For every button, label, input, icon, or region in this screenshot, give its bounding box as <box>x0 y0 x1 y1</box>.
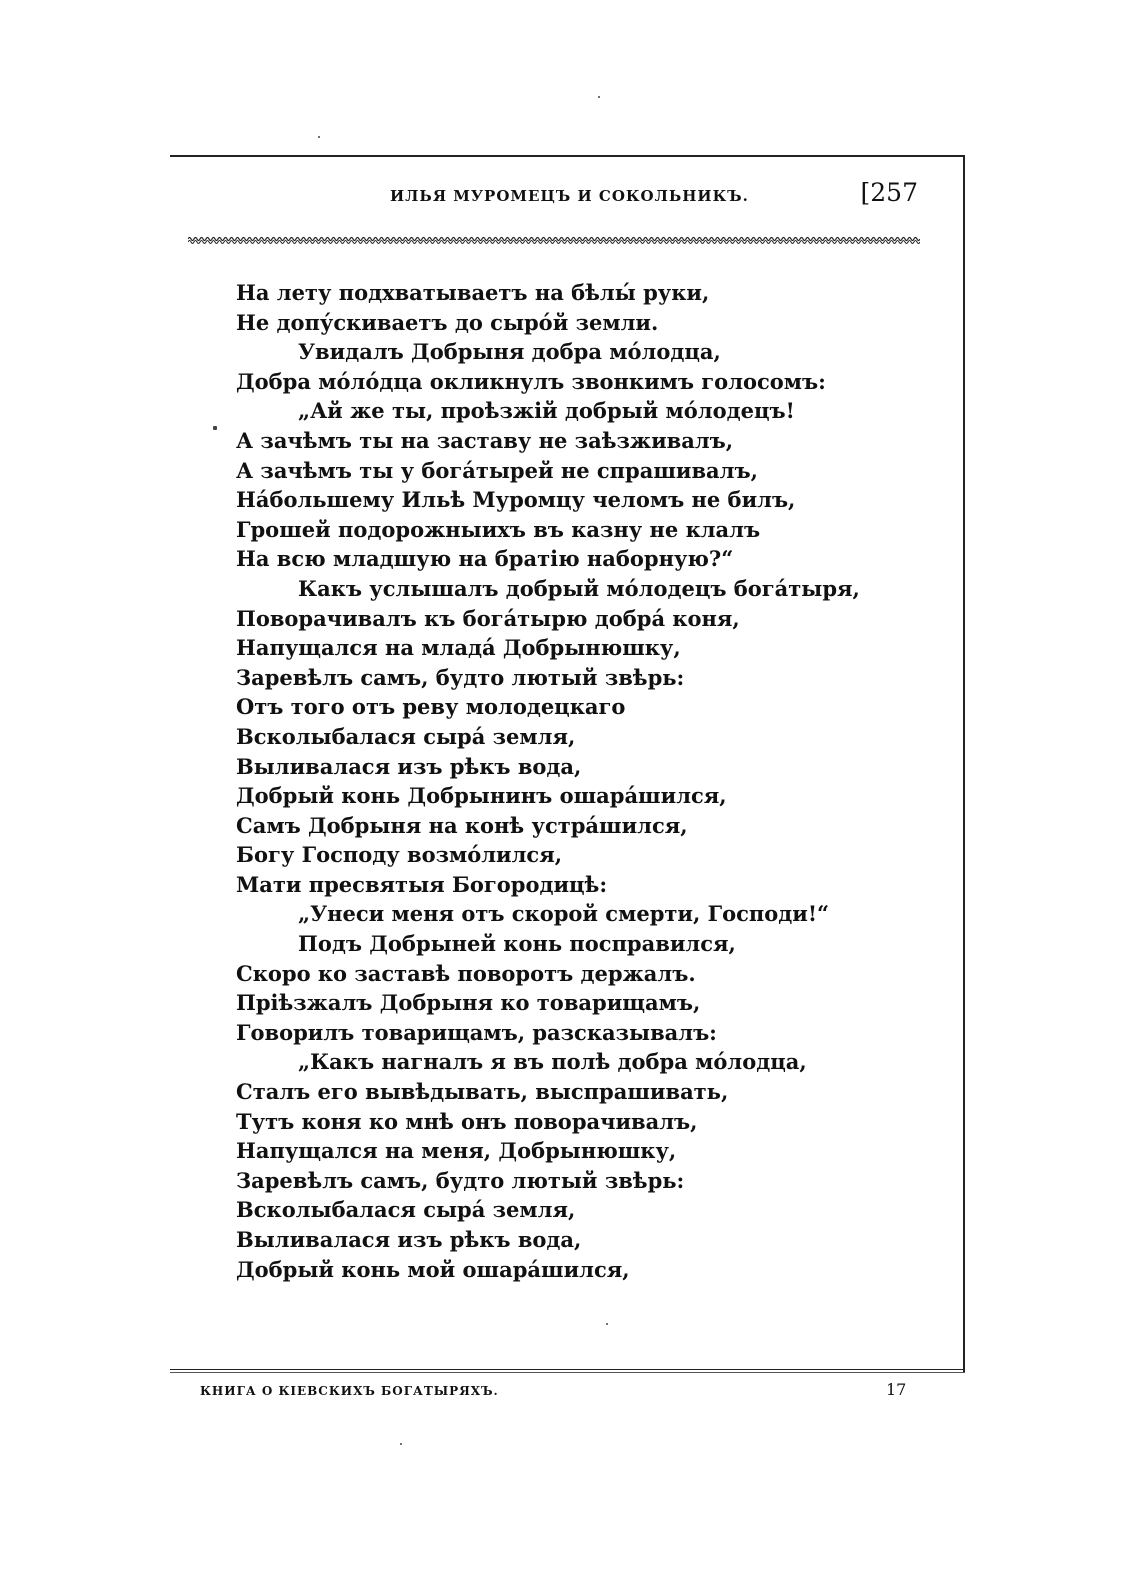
verse-line: „Какъ нагналъ я въ полѣ добра мо́лодца, <box>298 1049 807 1075</box>
footer-rule-secondary <box>170 1372 965 1373</box>
verse-line: „Ай же ты, проѣзжій добрый мо́лодецъ! <box>298 398 795 424</box>
running-title: ИЛЬЯ МУРОМЕЦЪ И СОКОЛЬНИКЪ. <box>390 187 749 205</box>
footer-rule <box>170 1369 965 1370</box>
verse-line: Поворачивалъ къ бога́тырю добра́ коня, <box>236 605 740 631</box>
verse-line: Скоро ко заставѣ поворотъ держалъ. <box>236 960 696 986</box>
verse-line: Самъ Добрыня на конѣ устра́шился, <box>236 812 688 838</box>
footer-signature: КНИГА О КІЕВСКИХЪ БОГАТЫРЯХЪ. <box>200 1384 499 1398</box>
verse-line: Тутъ коня ко мнѣ онъ поворачивалъ, <box>236 1108 698 1134</box>
verse-line: Добрый конь Добрынинъ ошара́шился, <box>236 783 727 809</box>
verse-line: Мати пресвятыя Богородицѣ: <box>236 871 608 897</box>
verse-line: Не допу́скиваетъ до сыро́й земли. <box>236 309 659 335</box>
verse-line: Добра мо́ло́дца окликнулъ звонкимъ голосомъ: <box>236 368 826 394</box>
footer-signature-number: 17 <box>886 1380 907 1399</box>
verse-line: Всколыбалася сыра́ земля, <box>236 723 576 749</box>
scan-speck <box>213 426 217 430</box>
verse-line: Всколыбалася сыра́ земля, <box>236 1197 576 1223</box>
verse-line: На лету подхватываетъ на бѣлы́ руки, <box>236 280 710 305</box>
verse-line: А зачѣмъ ты на заставу не заѣзживалъ, <box>236 427 734 453</box>
page-number: [257 <box>860 178 918 207</box>
scan-speck <box>598 96 600 98</box>
verse-text <box>236 278 916 1284</box>
verse-line: Грошей подорожныихъ въ казну не клалъ <box>236 516 761 542</box>
verse-line: Выливалася изъ рѣкъ вода, <box>236 1227 582 1252</box>
verse-line: Сталъ его вывѣдывать, выспрашивать, <box>236 1079 729 1105</box>
verse-line: Богу Господу возмо́лился, <box>236 842 563 868</box>
verse-line: Заревѣлъ самъ, будто лютый звѣрь: <box>236 664 685 690</box>
verse-line: Добрый конь мой ошара́шился, <box>236 1256 630 1282</box>
scan-speck <box>318 136 320 138</box>
verse-line: Какъ услышалъ добрый мо́лодецъ бога́тыря, <box>298 575 860 601</box>
verse-line: На́большему Ильѣ Муромцу челомъ не билъ, <box>236 487 796 513</box>
page-header <box>190 178 930 224</box>
verse-line: Пріѣзжалъ Добрыня ко товарищамъ, <box>236 990 701 1016</box>
verse-line: Говорилъ товарищамъ, разсказывалъ: <box>236 1019 717 1045</box>
verse-line: Увидалъ Добрыня добра мо́лодца, <box>298 339 721 365</box>
verse-line: А зачѣмъ ты у бога́тырей не спрашивалъ, <box>236 457 758 483</box>
wavy-rule-divider <box>188 234 920 246</box>
verse-line: Напущался на меня, Добрынюшку, <box>236 1138 677 1164</box>
verse-line: Подъ Добрыней конь посправился, <box>298 931 736 957</box>
scan-speck <box>400 1443 402 1445</box>
verse-line: На всю младшую на братію наборную?“ <box>236 546 734 572</box>
scan-speck <box>606 1323 608 1325</box>
verse-line: Отъ того отъ реву молодецкаго <box>236 694 626 720</box>
verse-line: Выливалася изъ рѣкъ вода, <box>236 753 582 779</box>
verse-line: Напущался на млада́ Добрынюшку, <box>236 635 681 661</box>
verse-line: Заревѣлъ самъ, будто лютый звѣрь: <box>236 1167 685 1193</box>
verse-line: „Унеси меня отъ скорой смерти, Господи!“ <box>298 901 830 927</box>
